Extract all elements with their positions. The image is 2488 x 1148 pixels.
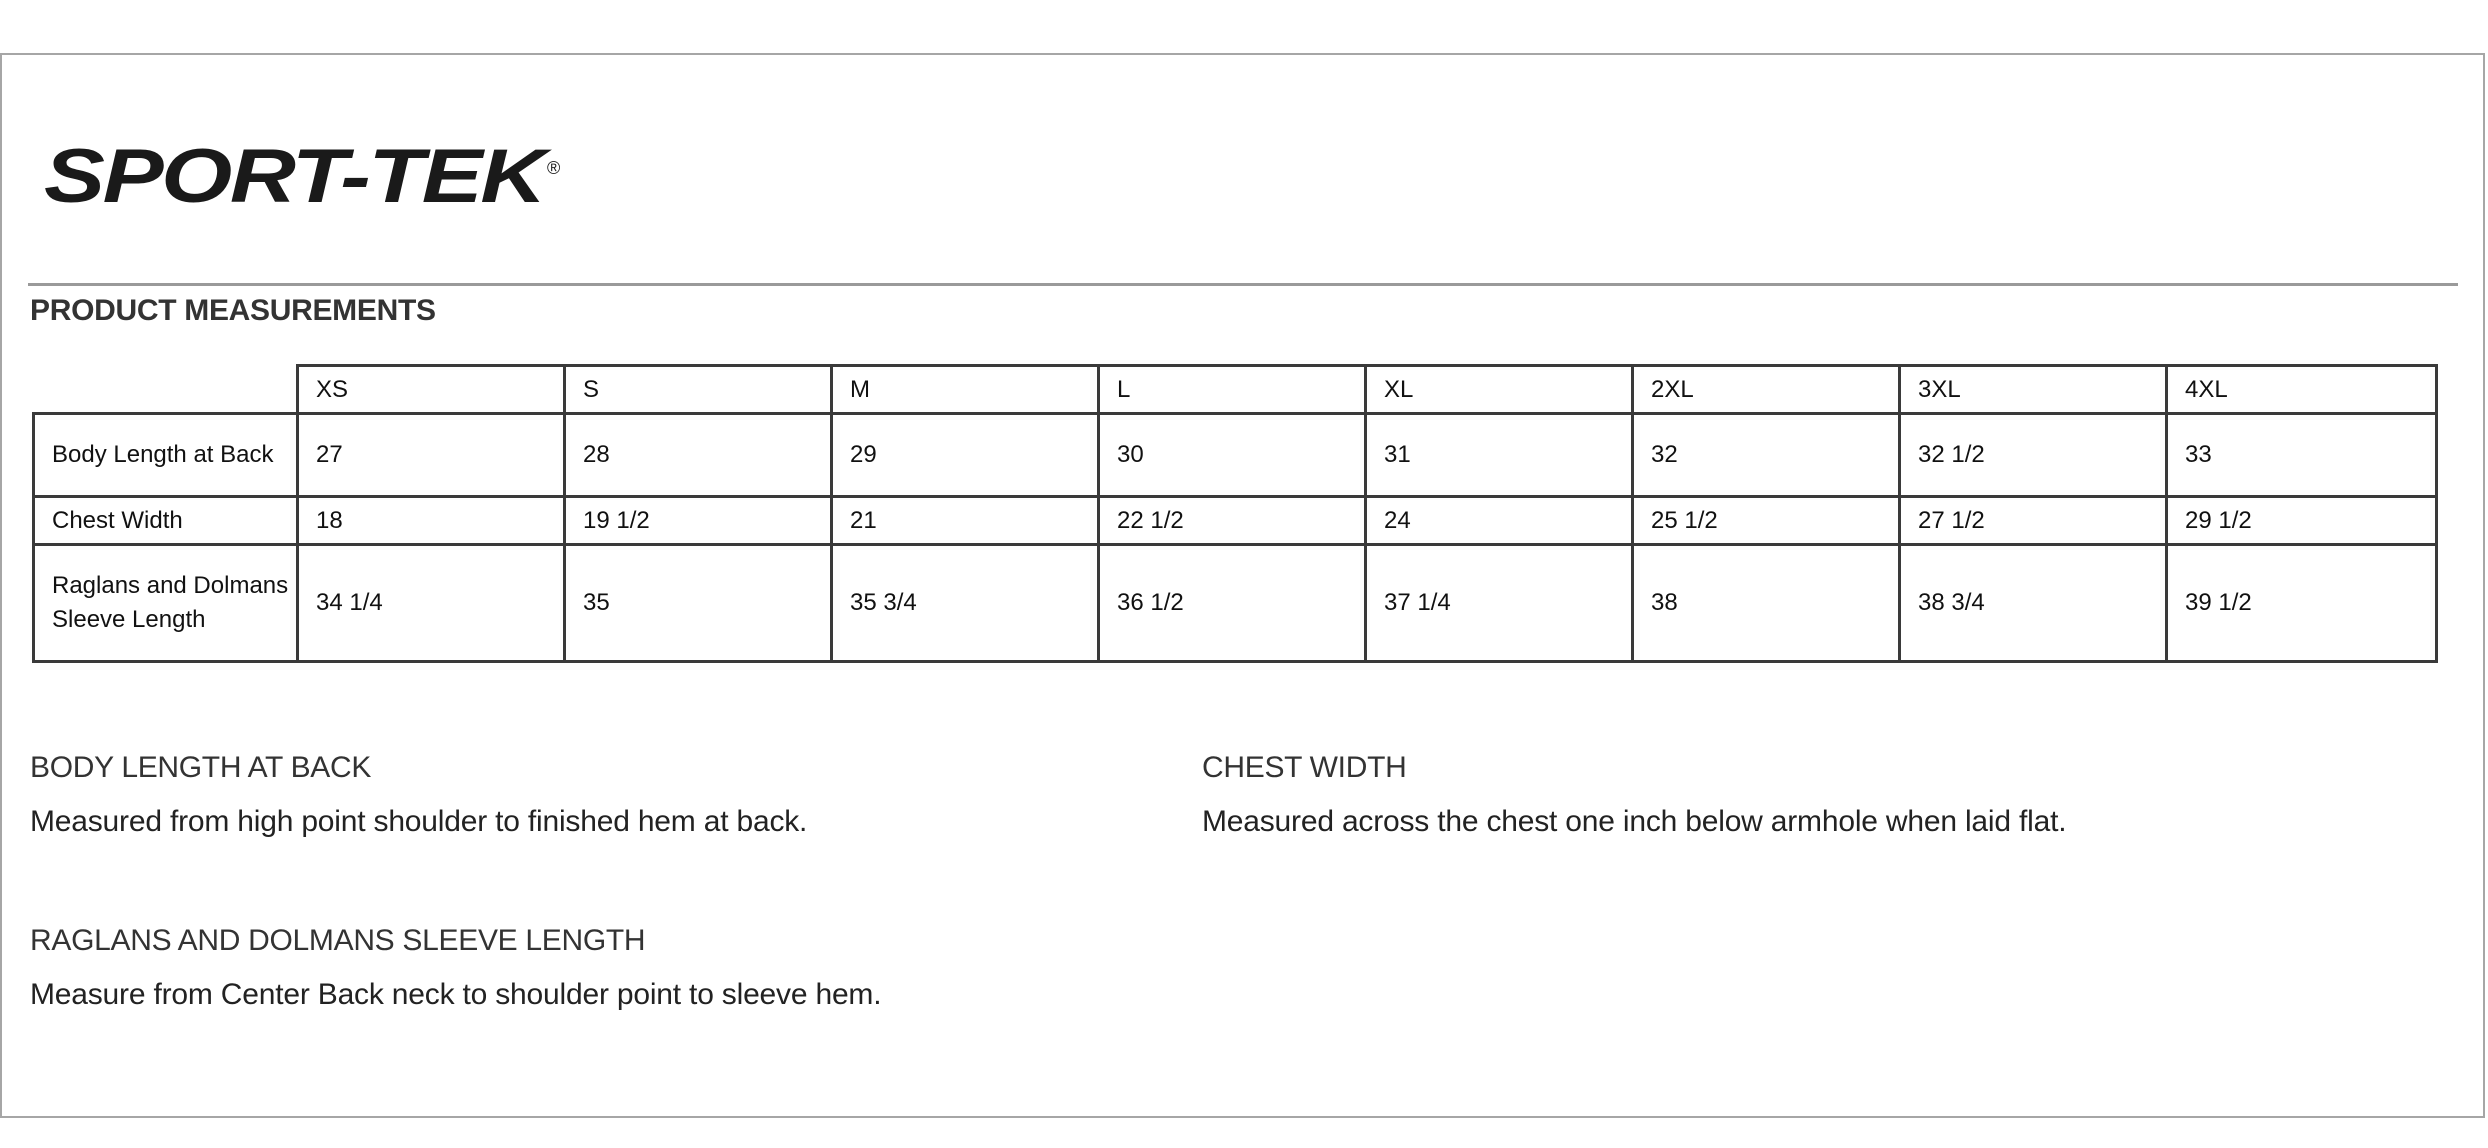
definition-title: CHEST WIDTH	[1202, 751, 1407, 784]
header-divider	[28, 283, 2458, 286]
svg-text:SPORT-TEK: SPORT-TEK	[44, 134, 553, 219]
logo-graphic	[40, 132, 580, 232]
sport-tek-logo	[40, 132, 580, 232]
table-row	[34, 497, 2437, 545]
table-cell: 19 1/2	[565, 497, 832, 545]
table-cell: 21	[832, 497, 1099, 545]
chest-width-definition	[1202, 748, 2066, 842]
table-cell: 29	[832, 414, 1099, 497]
table-cell: 38 3/4	[1900, 545, 2167, 662]
table-cell: 18	[298, 497, 565, 545]
body-length-definition	[30, 748, 807, 842]
table-cell: 39 1/2	[2167, 545, 2437, 662]
row-label: Body Length at Back	[34, 414, 298, 497]
table-cell: 32	[1633, 414, 1900, 497]
table-cell: 38	[1633, 545, 1900, 662]
table-row	[34, 414, 2437, 497]
section-title: PRODUCT MEASUREMENTS	[30, 294, 436, 327]
table-cell: 33	[2167, 414, 2437, 497]
definition-title: BODY LENGTH AT BACK	[30, 751, 372, 784]
table-cell: 36 1/2	[1099, 545, 1366, 662]
table-cell: 27	[298, 414, 565, 497]
table-cell: 27 1/2	[1900, 497, 2167, 545]
table-cell: 24	[1366, 497, 1633, 545]
definition-text: Measured across the chest one inch below armhole when laid flat.	[1202, 805, 2067, 838]
size-header: 4XL	[2167, 366, 2437, 414]
definition-text: Measure from Center Back neck to shoulder point to sleeve hem.	[30, 978, 882, 1011]
table-cell: 25 1/2	[1633, 497, 1900, 545]
row-label: Raglans and Dolmans Sleeve Length	[34, 545, 298, 662]
size-header: XS	[298, 366, 565, 414]
table-cell: 35	[565, 545, 832, 662]
table-cell: 29 1/2	[2167, 497, 2437, 545]
table-row	[34, 545, 2437, 662]
table-cell: 37 1/4	[1366, 545, 1633, 662]
size-header: 2XL	[1633, 366, 1900, 414]
size-header: 3XL	[1900, 366, 2167, 414]
sleeve-length-definition	[30, 921, 881, 1015]
size-header: XL	[1366, 366, 1633, 414]
header-corner-cell	[34, 366, 298, 414]
row-label: Chest Width	[34, 497, 298, 545]
table-cell: 35 3/4	[832, 545, 1099, 662]
table-cell: 30	[1099, 414, 1366, 497]
svg-text:®: ®	[547, 158, 561, 178]
definition-text: Measured from high point shoulder to finished hem at back.	[30, 805, 808, 838]
size-header: S	[565, 366, 832, 414]
size-header: L	[1099, 366, 1366, 414]
table-cell: 31	[1366, 414, 1633, 497]
table-cell: 22 1/2	[1099, 497, 1366, 545]
table-cell: 34 1/4	[298, 545, 565, 662]
size-header: M	[832, 366, 1099, 414]
table-cell: 28	[565, 414, 832, 497]
table-cell: 32 1/2	[1900, 414, 2167, 497]
definition-title: RAGLANS AND DOLMANS SLEEVE LENGTH	[30, 924, 646, 957]
measurements-table	[32, 364, 2438, 663]
table-header-row	[34, 366, 2437, 414]
